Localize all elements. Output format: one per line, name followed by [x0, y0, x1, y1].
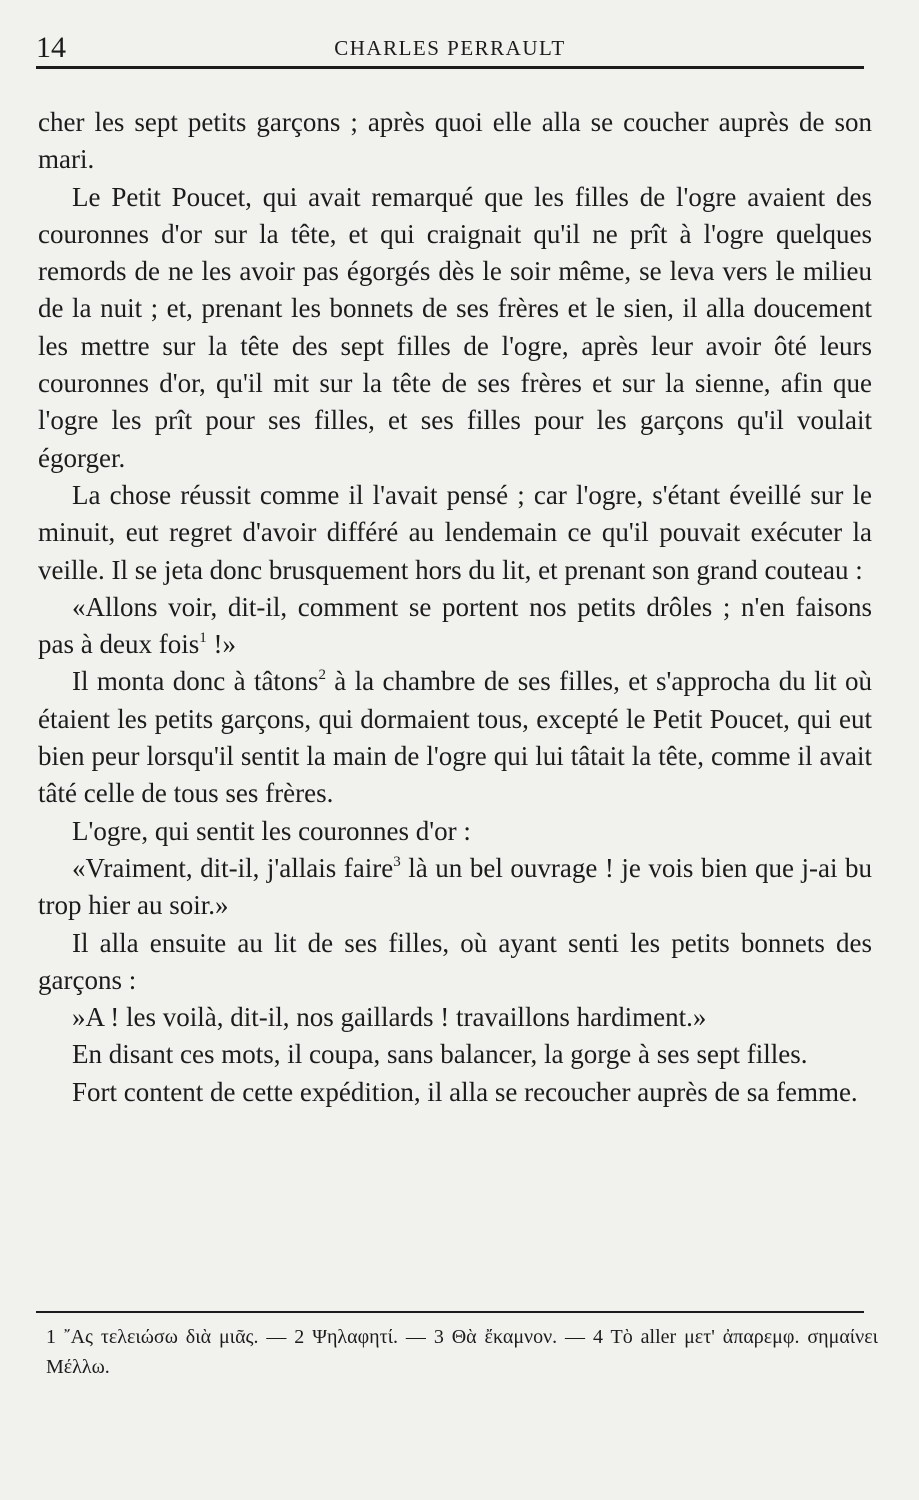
paragraph-4-end: !» — [206, 629, 236, 660]
paragraph-6: L'ogre, qui sentit les couronnes d'or : — [72, 815, 471, 846]
page-header — [36, 30, 864, 70]
paragraph-2: Le Petit Poucet, qui avait remarqué que les filles de l'ogre avaient des couronnes d'or sur la tête, et qui craignait qu'il ne prît à l'ogre quelques remords de ne les avoir pas égorgés dès le soir même, se leva vers le milieu de la nuit ; et, prenant les bonnets de ses frères et le sien, il alla doucement les mettre sur la tête des sept filles de l'ogre, après leur avoir ôté leurs couronnes d'or, qu'il mit sur la tête de ses frères et sur la sienne, afin que l'ogre les prît pour ses filles, et ses filles pour les garçons qu'il voulait égorger. — [38, 181, 872, 473]
paragraph-10: En disant ces mots, il coupa, sans balancer, la gorge à ses sept filles. — [72, 1039, 808, 1070]
paragraph-5 — [38, 663, 872, 812]
paragraph-11: Fort content de cette expédition, il alla se recoucher auprès de sa femme. — [72, 1076, 858, 1107]
header-rule — [36, 66, 864, 69]
paragraph-7-rest: là un bel ouvrage ! je vois bien que j-ai bu trop hier au soir.» — [38, 852, 872, 921]
paragraph-9: »A ! les voilà, dit-il, nos gaillards ! travaillons hardiment.» — [72, 1002, 707, 1033]
paragraph-5-rest: à la chambre de ses filles, et s'approcha du lit où étaient les petits garçons, qui dormaient tous, excepté le Petit Poucet, qui eut bien peur lorsqu'il sentit la main de l'ogre qui lui tâtait la tête, comme il avait tâté celle de tous ses frères. — [38, 666, 872, 809]
paragraph-4-text: «Allons voir, dit-il, comment se portent nos petits drôles ; n'en faisons pas à deux fois — [38, 591, 872, 660]
paragraph-4 — [38, 589, 872, 664]
footnote-ref-1: 1 — [199, 630, 207, 647]
paragraph-7 — [38, 850, 872, 925]
body-text — [38, 104, 872, 1111]
paragraph-7-start: «Vraiment, dit-il, j'allais faire — [72, 852, 394, 883]
footnote-text: 1 ῎Ας τελειώσω διὰ μιᾶς. — 2 Ψηλαφητί. — 3 Θὰ ἔκαμνον. — 4 Τὸ aller μετ' ἀπαρεμφ. σημαίνει Μέλλω. — [46, 1326, 878, 1378]
paragraph-8: Il alla ensuite au lit de ses filles, où ayant senti les petits bonnets des garçons : — [38, 927, 872, 995]
paragraph-3: La chose réussit comme il l'avait pensé ; car l'ogre, s'étant éveillé sur le minuit, eut regret d'avoir différé au lendemain ce qu'il pouvait exécuter la veille. Il se jeta donc brusquement hors du lit, et prenant son grand couteau : — [38, 479, 872, 585]
running-head: CHARLES PERRAULT — [334, 36, 566, 60]
page-number: 14 — [36, 31, 66, 64]
paragraph-5-start: Il monta donc à tâtons — [72, 666, 319, 697]
footnotes — [46, 1322, 878, 1382]
footnote-ref-3: 3 — [393, 853, 401, 870]
paragraph-1: cher les sept petits garçons ; après quoi elle alla se coucher auprès de son mari. — [38, 107, 872, 175]
footnote-rule — [36, 1311, 864, 1313]
footnote-ref-2: 2 — [318, 667, 326, 684]
